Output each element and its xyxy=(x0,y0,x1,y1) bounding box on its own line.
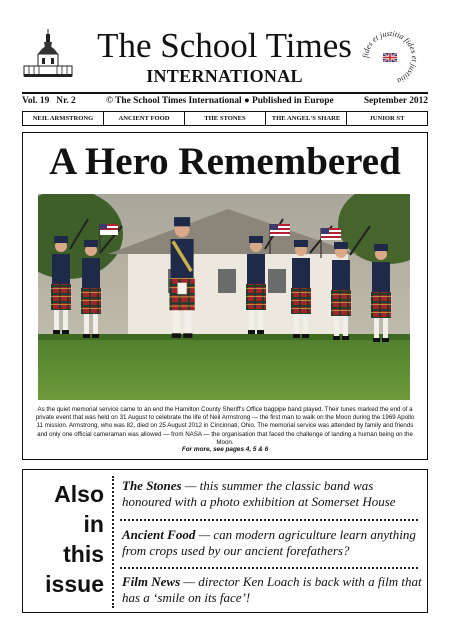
nav-item-the-stones[interactable]: THE STONES xyxy=(185,112,266,125)
masthead-rule-top xyxy=(22,92,428,94)
newspaper-title: The School Times xyxy=(97,26,352,65)
motto-seal-logo xyxy=(360,28,420,88)
union-flag-icon xyxy=(383,53,397,62)
photo-caption: As the quiet memorial service came to an end the Hamilton County Sheriff's Office bagpipe band played. Their tunes marked the end of a private event that was held on 31 August to celebrate the life of Neil Armstrong — the first man to walk on the Moon during the 1969 Apollo 11 mission. Armstrong, who was 82, died on 25 August 2012 in Cincinnati, Ohio. The memorial service was attended by family and friends and only one official cameraman was allowed — from NASA — the organisation that faced the challenge of landing a human being on the Moon. xyxy=(35,406,415,446)
also-label-line: issue xyxy=(45,571,104,597)
publisher-line: © The School Times International ● Published in Europe xyxy=(105,96,334,106)
also-label-line: this xyxy=(63,541,104,567)
story-title: The Stones xyxy=(122,478,182,493)
story-teaser-film-news[interactable] xyxy=(122,574,422,606)
story-text: — this summer the classic band was honoured with a photo exhibition at Somerset House xyxy=(122,478,396,509)
also-in-issue-label xyxy=(30,479,104,599)
newspaper-subtitle: INTERNATIONAL xyxy=(146,66,303,86)
also-label-line: Also xyxy=(54,481,104,507)
story-text: — can modern agriculture learn anything from crops used by our ancient forefathers? xyxy=(122,527,416,558)
bagpipe-band-photo xyxy=(38,194,410,400)
story-teaser-ancient-food[interactable] xyxy=(122,527,422,559)
story-text: — director Ken Loach is back with a film that has a ‘smile on its face’! xyxy=(122,574,422,605)
story-teaser-stones[interactable] xyxy=(122,478,422,510)
dotted-divider-vertical xyxy=(112,476,114,608)
nav-item-neil-armstrong[interactable]: NEIL ARMSTRONG xyxy=(23,112,104,125)
nav-item-angels-share[interactable]: THE ANGEL'S SHARE xyxy=(266,112,347,125)
lead-headline: A Hero Remembered xyxy=(49,140,401,183)
seal-motto-text: fides et justitia fides et justitia xyxy=(360,28,420,86)
also-label-line: in xyxy=(83,511,104,537)
nav-item-ancient-food[interactable]: ANCIENT FOOD xyxy=(104,112,185,125)
issue-info-bar xyxy=(22,96,428,106)
issue-date: September 2012 xyxy=(363,96,428,106)
see-more-pages[interactable]: For more, see pages 4, 5 & 6 xyxy=(181,446,269,453)
dotted-divider xyxy=(120,519,418,521)
section-nav xyxy=(22,111,428,126)
dotted-divider xyxy=(120,567,418,569)
issue-number: Vol. 19 Nr. 2 xyxy=(22,96,76,106)
nav-item-junior-st[interactable]: JUNIOR ST xyxy=(369,115,405,122)
story-title: Ancient Food xyxy=(122,527,196,542)
story-title: Film News xyxy=(122,574,181,589)
